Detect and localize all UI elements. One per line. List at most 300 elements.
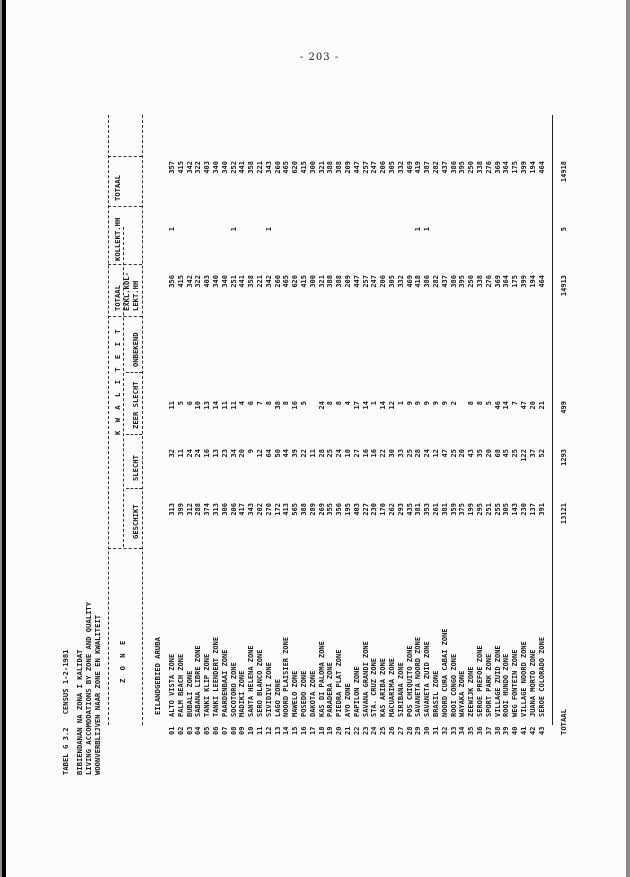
row-code: 05 (203, 726, 212, 735)
row-totaal: 437 (440, 161, 449, 174)
row-excl: 464 (537, 275, 546, 288)
row-zeer-slecht: 9 (432, 401, 440, 406)
row-zone-name: LAGO ZONE (273, 679, 282, 717)
title-nl: WOONVERBLIJVEN NAAR ZONE EN KWALITEIT (93, 614, 102, 775)
row-slecht: 25 (511, 449, 520, 458)
row-code: 39 (502, 726, 511, 735)
row-code: 09 (238, 726, 247, 735)
row-geschikt: 313 (168, 503, 176, 516)
row-zone-name: PALM BEACH ZONE (176, 653, 185, 717)
row-slecht: 37 (528, 449, 537, 458)
row-code: 33 (449, 726, 458, 735)
row-zone-name: SAVANA GRANDI ZONE (361, 641, 370, 717)
row-zeer-slecht: 17 (352, 401, 361, 410)
row-koll: 1 (229, 227, 238, 232)
row-zone-name: BRASIL ZONE (432, 670, 440, 717)
row-excl: 322 (194, 275, 203, 288)
row-slecht: 12 (256, 449, 264, 458)
row-code: 01 (168, 726, 176, 735)
total-rule (552, 115, 553, 725)
row-totaal: 206 (379, 161, 388, 174)
row-geschikt: 251 (484, 503, 493, 516)
row-excl: 338 (476, 275, 484, 288)
row-geschikt: 306 (220, 503, 229, 516)
row-zeer-slecht: 5 (484, 401, 493, 406)
row-zone-name: MACUARIMA ZONE (388, 657, 396, 717)
row-zeer-slecht: 6 (247, 401, 256, 406)
row-totaal: 250 (467, 161, 476, 174)
col-separator (108, 316, 142, 317)
row-excl: 342 (264, 275, 273, 288)
row-excl: 247 (370, 275, 379, 288)
row-zeer-slecht: 5 (176, 401, 185, 406)
row-geschikt: 565 (291, 503, 300, 516)
col-separator (126, 372, 142, 373)
row-geschikt: 375 (458, 503, 467, 516)
row-totaal: 465 (282, 161, 291, 174)
row-slecht: 11 (176, 449, 185, 458)
row-totaal: 257 (361, 161, 370, 174)
row-slecht: 68 (493, 449, 502, 458)
row-zone-name: DAKOTA ZONE (308, 670, 317, 717)
row-code: 31 (432, 726, 440, 735)
row-zone-name: SEROE PREFOE ZONE (476, 645, 484, 717)
row-excl: 282 (432, 275, 440, 288)
row-totaal: 620 (291, 161, 300, 174)
row-zone-name: PAARDENBAAI ZONE (220, 649, 229, 717)
row-geschikt: 399 (176, 503, 185, 516)
row-koll: 1 (168, 227, 176, 232)
row-totaal: 357 (168, 161, 176, 174)
total-zeer-slecht: 499 (560, 401, 568, 414)
row-zeer-slecht: 8 (326, 401, 335, 406)
row-zone-name: NOORD PLAISIER ZONE (282, 636, 291, 717)
row-totaal: 388 (335, 161, 344, 174)
row-code: 22 (352, 726, 361, 735)
total-koll: 5 (560, 227, 568, 232)
row-code: 38 (493, 726, 502, 735)
row-zeer-slecht: 11 (168, 401, 176, 410)
row-zone-name: KAS DI PALOMA ZONE (317, 641, 326, 717)
row-excl: 388 (335, 275, 344, 288)
row-zone-name: JUANA MORTO ZONE (528, 649, 537, 717)
row-totaal: 388 (326, 161, 335, 174)
row-code: 08 (229, 726, 238, 735)
row-zone-name: VILLAGE ZUID ZONE (493, 645, 502, 717)
row-geschikt: 289 (308, 503, 317, 516)
row-slecht: 27 (352, 449, 361, 458)
row-koll: 1 (414, 227, 423, 232)
row-geschikt: 313 (212, 503, 220, 516)
row-geschikt: 374 (203, 503, 212, 516)
row-zone-name: KAS ARIBA ZONE (379, 657, 388, 717)
row-totaal: 175 (511, 161, 520, 174)
row-zone-name: MADIKI ZONE (238, 670, 247, 717)
row-totaal: 369 (493, 161, 502, 174)
row-totaal: 260 (273, 161, 282, 174)
row-zeer-slecht: 1 (396, 401, 405, 406)
row-totaal: 387 (423, 161, 432, 174)
row-totaal: 338 (476, 161, 484, 174)
row-code: 34 (458, 726, 467, 735)
table-label: TABEL G 3.2 CENSUS 1-2-1981 (61, 649, 70, 775)
row-totaal: 469 (405, 161, 414, 174)
row-zeer-slecht: 8 (282, 401, 291, 406)
row-geschikt: 261 (432, 503, 440, 516)
col-zone: Z O N E (118, 638, 127, 683)
row-code: 32 (440, 726, 449, 735)
row-zone-name: WEG FONTEIN ZONE (511, 649, 520, 717)
row-excl: 388 (326, 275, 335, 288)
row-code: 37 (484, 726, 493, 735)
row-totaal: 403 (203, 161, 212, 174)
row-excl: 206 (379, 275, 388, 288)
row-zone-name: VILLAGE NOORD ZONE (520, 641, 528, 717)
row-geschikt: 199 (467, 503, 476, 516)
row-slecht: 9 (247, 449, 256, 454)
row-totaal: 252 (229, 161, 238, 174)
row-slecht: 24 (194, 449, 203, 458)
row-code: 14 (282, 726, 291, 735)
row-geschikt: 195 (344, 503, 352, 516)
row-zone-name: SABANA LIBRE ZONE (194, 645, 203, 717)
total-totaal: 14918 (560, 161, 568, 183)
row-zone-name: ALTO VISTA ZONE (168, 653, 176, 717)
row-excl: 251 (229, 275, 238, 288)
row-zeer-slecht: 5 (300, 401, 308, 406)
col-kollekt: KOLLEKT.HH (113, 217, 122, 261)
title-en: LIVING ACCOMODATIONS BY ZONE AND QUALITY (84, 601, 93, 775)
row-zeer-slecht: 2 (449, 401, 458, 406)
col-separator (126, 434, 142, 435)
row-code: 24 (370, 726, 379, 735)
row-excl: 209 (344, 275, 352, 288)
row-koll: 1 (423, 227, 432, 232)
row-totaal: 399 (520, 161, 528, 174)
row-geschikt: 293 (396, 503, 405, 516)
row-totaal: 358 (247, 161, 256, 174)
row-geschikt: 230 (520, 503, 528, 516)
row-slecht: 28 (414, 449, 423, 458)
row-code: 26 (388, 726, 396, 735)
row-zone-name: SPORT PARK ZONE (484, 653, 493, 717)
row-slecht: 11 (308, 449, 317, 458)
row-zeer-slecht: 6 (185, 401, 194, 406)
row-excl: 386 (449, 275, 458, 288)
col-zeer-slecht: ZEER SLECHT (131, 381, 140, 429)
row-slecht: 34 (229, 449, 238, 458)
row-geschikt: 353 (423, 503, 432, 516)
row-zeer-slecht: 13 (203, 401, 212, 410)
row-zone-name: SAVANETA NOORD ZONE (414, 636, 423, 717)
row-excl: 276 (484, 275, 493, 288)
row-excl: 250 (467, 275, 476, 288)
row-code: 16 (300, 726, 308, 735)
row-code: 19 (326, 726, 335, 735)
row-slecht: 50 (273, 449, 282, 458)
col-separator (126, 488, 142, 489)
row-geschikt: 381 (414, 503, 423, 516)
col-onbekend: ONBEKEND (131, 332, 140, 367)
row-geschikt: 435 (405, 503, 414, 516)
row-slecht: 44 (282, 449, 291, 458)
row-geschikt: 172 (273, 503, 282, 516)
row-slecht: 28 (317, 449, 326, 458)
row-geschikt: 417 (238, 503, 247, 516)
row-slecht: 45 (502, 449, 511, 458)
row-geschikt: 170 (379, 503, 388, 516)
row-code: 40 (511, 726, 520, 735)
row-code: 13 (273, 726, 282, 735)
row-excl: 469 (405, 275, 414, 288)
row-zone-name: NOORD CURA CABAI ZONE (440, 628, 449, 717)
row-code: 23 (361, 726, 370, 735)
row-geschikt: 305 (502, 503, 511, 516)
row-zeer-slecht: 7 (511, 401, 520, 406)
row-slecht: 24 (185, 449, 194, 458)
row-zeer-slecht: 9 (423, 401, 432, 406)
row-excl: 260 (273, 275, 282, 288)
row-slecht: 24 (335, 449, 344, 458)
row-zone-name: SIRIBANA ZONE (396, 662, 405, 717)
row-slecht: 33 (396, 449, 405, 458)
row-geschikt: 143 (511, 503, 520, 516)
row-zone-name: STA. CRUZ ZONE (370, 657, 379, 717)
row-totaal: 447 (352, 161, 361, 174)
row-zone-name: WAYAKA ZONE (458, 670, 467, 717)
row-excl: 356 (168, 275, 176, 288)
row-slecht: 52 (537, 449, 546, 458)
row-zeer-slecht: 38 (273, 401, 282, 410)
row-excl: 437 (440, 275, 449, 288)
row-slecht: 22 (300, 449, 308, 458)
row-zeer-slecht: 46 (493, 401, 502, 410)
row-geschikt: 391 (537, 503, 546, 516)
row-excl: 221 (256, 275, 264, 288)
row-zone-name: ROOI CONGO ZONE (449, 653, 458, 717)
row-excl: 340 (220, 275, 229, 288)
col-separator (108, 156, 142, 157)
row-zeer-slecht: 24 (317, 401, 326, 410)
row-zone-name: TANKI LEENDERT ZONE (212, 636, 220, 717)
row-totaal: 340 (212, 161, 220, 174)
row-excl: 447 (352, 275, 361, 288)
row-code: 41 (520, 726, 528, 735)
row-zeer-slecht: 9 (405, 401, 414, 406)
total-excl: 14913 (560, 275, 568, 297)
title-pap: BIBIENDANAN NA ZONA I KALIDAT (75, 649, 84, 775)
row-zeer-slecht: 21 (537, 401, 546, 410)
row-excl: 364 (502, 275, 511, 288)
row-excl: 386 (423, 275, 432, 288)
row-code: 18 (317, 726, 326, 735)
row-totaal: 247 (370, 161, 379, 174)
row-zeer-slecht: 4 (344, 401, 352, 406)
row-geschikt: 381 (440, 503, 449, 516)
row-geschikt: 343 (247, 503, 256, 516)
row-zeer-slecht: 8 (335, 401, 344, 406)
row-zeer-slecht: 9 (414, 401, 423, 406)
binder-edge (2, 0, 6, 877)
row-zeer-slecht: 14 (361, 401, 370, 410)
row-slecht: 16 (370, 449, 379, 458)
row-code: 30 (423, 726, 432, 735)
row-code: 17 (308, 726, 317, 735)
row-slecht: 25 (449, 449, 458, 458)
row-excl: 358 (247, 275, 256, 288)
row-slecht: 39 (291, 449, 300, 458)
row-totaal: 305 (388, 161, 396, 174)
row-geschikt: 288 (194, 503, 203, 516)
row-code: 27 (396, 726, 405, 735)
row-zone-name: SERO BLANCO ZONE (256, 649, 264, 717)
row-zeer-slecht: 20 (528, 401, 537, 410)
row-code: 42 (528, 726, 537, 735)
col-kwaliteit: K W A L I T E I T (113, 327, 122, 435)
row-zone-name: PARADERA ZONE (326, 662, 335, 717)
row-zeer-slecht: 7 (256, 401, 264, 406)
row-slecht: 35 (476, 449, 484, 458)
row-zeer-slecht: 16 (291, 401, 300, 410)
row-geschikt: 255 (493, 503, 502, 516)
row-zone-name: SEROE COLORADO ZONE (537, 636, 546, 717)
row-code: 35 (467, 726, 476, 735)
row-zone-name: SAVANETA ZUID ZONE (423, 641, 432, 717)
page-number: - 203 - (300, 52, 340, 63)
row-zeer-slecht: 1 (370, 401, 379, 406)
row-slecht: 16 (203, 449, 212, 458)
row-zone-name: ROOI HUNDO ZONE (502, 653, 511, 717)
row-zeer-slecht: 10 (194, 401, 203, 410)
row-code: 06 (212, 726, 220, 735)
col-separator (108, 206, 142, 207)
row-slecht: 25 (326, 449, 335, 458)
row-slecht: 24 (423, 449, 432, 458)
row-geschikt: 356 (335, 503, 344, 516)
row-code: 28 (405, 726, 414, 735)
row-excl: 399 (520, 275, 528, 288)
row-code: 36 (476, 726, 484, 735)
row-geschikt: 359 (449, 503, 458, 516)
row-geschikt: 388 (300, 503, 308, 516)
row-zeer-slecht: 14 (502, 401, 511, 410)
row-code: 04 (194, 726, 203, 735)
row-zeer-slecht: 8 (264, 401, 273, 406)
row-geschikt: 202 (256, 503, 264, 516)
row-totaal: 282 (432, 161, 440, 174)
row-slecht: 43 (467, 449, 476, 458)
row-slecht: 25 (405, 449, 414, 458)
col-totaal-exkl-1: TOTAAL (113, 285, 122, 311)
row-zone-name: AYO ZONE (344, 683, 352, 717)
total-slecht: 1293 (560, 449, 568, 466)
col-separator (108, 264, 142, 265)
row-code: 15 (291, 726, 300, 735)
row-slecht: 122 (520, 449, 528, 462)
row-excl: 465 (282, 275, 291, 288)
row-totaal: 395 (458, 161, 467, 174)
row-zeer-slecht: 4 (238, 401, 247, 406)
row-code: 07 (220, 726, 229, 735)
row-geschikt: 269 (317, 503, 326, 516)
col-totaal-exkl-3: LEKT.HH (131, 280, 140, 311)
row-excl: 441 (238, 275, 247, 288)
row-excl: 321 (317, 275, 326, 288)
row-totaal: 364 (502, 161, 511, 174)
row-zeer-slecht: 12 (388, 401, 396, 410)
row-geschikt: 270 (264, 503, 273, 516)
row-excl: 415 (300, 275, 308, 288)
row-zone-name: SOCOTORO ZONE (229, 662, 238, 717)
row-slecht: 16 (361, 449, 370, 458)
row-totaal: 342 (185, 161, 194, 174)
row-excl: 369 (493, 275, 502, 288)
row-excl: 194 (528, 275, 537, 288)
row-geschikt: 262 (388, 503, 396, 516)
row-slecht: 64 (264, 449, 273, 458)
row-totaal: 415 (300, 161, 308, 174)
row-geschikt: 295 (476, 503, 484, 516)
row-slecht: 13 (212, 449, 220, 458)
row-zeer-slecht: 14 (379, 401, 388, 410)
row-totaal: 340 (220, 161, 229, 174)
row-code: 03 (185, 726, 194, 735)
row-totaal: 194 (528, 161, 537, 174)
total-geschikt: 13121 (560, 503, 568, 525)
col-totaal: TOTAAL (113, 175, 122, 201)
row-geschikt: 355 (326, 503, 335, 516)
row-code: 25 (379, 726, 388, 735)
row-zone-name: BUBALI ZONE (185, 670, 194, 717)
total-label: TOTAAL (559, 709, 568, 735)
row-excl: 340 (212, 275, 220, 288)
row-slecht: 23 (220, 449, 229, 458)
row-zone-name: PAPILON ZONE (352, 666, 361, 717)
row-excl: 305 (388, 275, 396, 288)
row-excl: 257 (361, 275, 370, 288)
row-geschikt: 206 (229, 503, 238, 516)
row-slecht: 20 (458, 449, 467, 458)
row-slecht: 20 (484, 449, 493, 458)
row-excl: 175 (511, 275, 520, 288)
row-excl: 300 (308, 275, 317, 288)
row-zone-name: ZEEWIJK ZONE (467, 666, 476, 717)
row-zeer-slecht: 8 (476, 401, 484, 406)
row-geschikt: 230 (370, 503, 379, 516)
row-code: 12 (264, 726, 273, 735)
row-slecht: 20 (238, 449, 247, 458)
row-excl: 395 (458, 275, 467, 288)
row-koll: 1 (264, 227, 273, 232)
row-zone-name: TANKI KLIP ZONE (203, 653, 212, 717)
row-excl: 342 (185, 275, 194, 288)
row-totaal: 419 (414, 161, 423, 174)
row-code: 29 (414, 726, 423, 735)
row-code: 21 (344, 726, 352, 735)
col-slecht: SLECHT (131, 455, 140, 481)
row-zeer-slecht: 11 (220, 401, 229, 410)
row-code: 10 (247, 726, 256, 735)
row-excl: 403 (203, 275, 212, 288)
row-zone-name: SIVIDIVI ZONE (264, 662, 273, 717)
row-totaal: 415 (176, 161, 185, 174)
col-separator (108, 548, 142, 549)
row-zeer-slecht: 8 (467, 401, 476, 406)
row-zone-name: PIEDRA PLAT ZONE (335, 649, 344, 717)
row-zeer-slecht: 14 (212, 401, 220, 410)
row-totaal: 322 (194, 161, 203, 174)
row-geschikt: 312 (185, 503, 194, 516)
